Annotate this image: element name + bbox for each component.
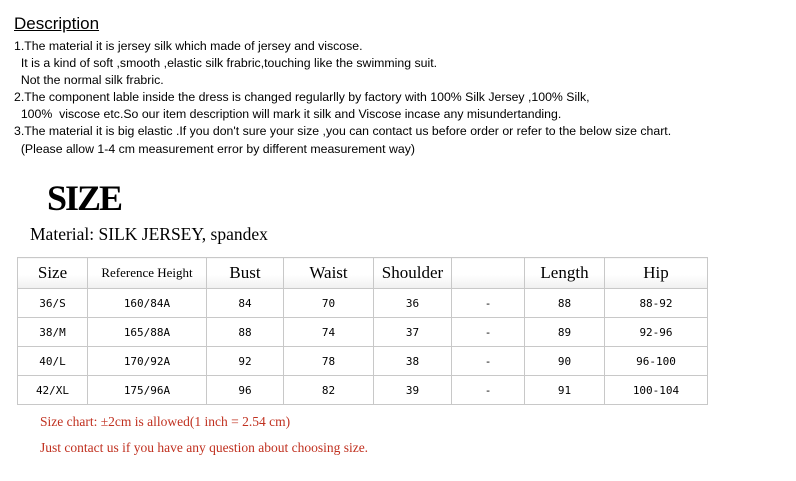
cell-bust: 96 (207, 376, 284, 405)
header-blank (452, 258, 525, 289)
cell-size: 36/S (18, 289, 88, 318)
header-shoulder: Shoulder (374, 258, 452, 289)
description-line: It is a kind of soft ,smooth ,elastic silk frabric,touching like the swimming suit. (14, 56, 438, 71)
description-line: 3.The material it is big elastic .If you don't sure your size ,you can contact us before order or refer to the below size chart. (14, 124, 672, 139)
size-chart-table (17, 257, 708, 405)
cell-bust: 92 (207, 347, 284, 376)
header-length: Length (525, 258, 605, 289)
table-row (18, 347, 708, 376)
table-row (18, 289, 708, 318)
cell-waist: 74 (284, 318, 374, 347)
description-heading: Description (14, 14, 100, 33)
cell-waist: 78 (284, 347, 374, 376)
description-text (14, 38, 671, 158)
cell-reference-height: 165/88A (88, 318, 207, 347)
header-reference-height: Reference Height (88, 258, 207, 289)
description-line: Not the normal silk frabric. (14, 73, 164, 88)
cell-length: 90 (525, 347, 605, 376)
table-row (18, 376, 708, 405)
cell-shoulder: 37 (374, 318, 452, 347)
header-bust: Bust (207, 258, 284, 289)
material-label: Material: SILK JERSEY, spandex (30, 224, 268, 244)
header-waist: Waist (284, 258, 374, 289)
cell-size: 40/L (18, 347, 88, 376)
cell-waist: 70 (284, 289, 374, 318)
cell-shoulder: 38 (374, 347, 452, 376)
cell-hip: 88-92 (605, 289, 708, 318)
cell-reference-height: 170/92A (88, 347, 207, 376)
cell-hip: 100-104 (605, 376, 708, 405)
cell-blank: - (452, 347, 525, 376)
cell-bust: 84 (207, 289, 284, 318)
cell-blank: - (452, 376, 525, 405)
cell-length: 89 (525, 318, 605, 347)
cell-reference-height: 160/84A (88, 289, 207, 318)
cell-hip: 96-100 (605, 347, 708, 376)
description-line: 100% viscose etc.So our item description will mark it silk and Viscose incase any misundertanding. (14, 107, 562, 122)
cell-shoulder: 36 (374, 289, 452, 318)
table-header-row (18, 258, 708, 289)
cell-hip: 92-96 (605, 318, 708, 347)
cell-reference-height: 175/96A (88, 376, 207, 405)
header-hip: Hip (605, 258, 708, 289)
contact-note: Just contact us if you have any question about choosing size. (40, 440, 369, 455)
size-chart-note: Size chart: ±2cm is allowed(1 inch = 2.54 cm) (40, 414, 291, 429)
description-line: 1.The material it is jersey silk which made of jersey and viscose. (14, 39, 363, 53)
header-size: Size (18, 258, 88, 289)
table-row (18, 318, 708, 347)
cell-length: 88 (525, 289, 605, 318)
size-title: SIZE (47, 178, 122, 218)
description-line: 2.The component lable inside the dress is changed regularlly by factory with 100% Silk Jersey ,100% Silk, (14, 90, 590, 105)
cell-size: 42/XL (18, 376, 88, 405)
cell-blank: - (452, 318, 525, 347)
cell-size: 38/M (18, 318, 88, 347)
cell-bust: 88 (207, 318, 284, 347)
cell-blank: - (452, 289, 525, 318)
description-line: (Please allow 1-4 cm measurement error by different measurement way) (14, 141, 415, 156)
cell-shoulder: 39 (374, 376, 452, 405)
cell-waist: 82 (284, 376, 374, 405)
cell-length: 91 (525, 376, 605, 405)
